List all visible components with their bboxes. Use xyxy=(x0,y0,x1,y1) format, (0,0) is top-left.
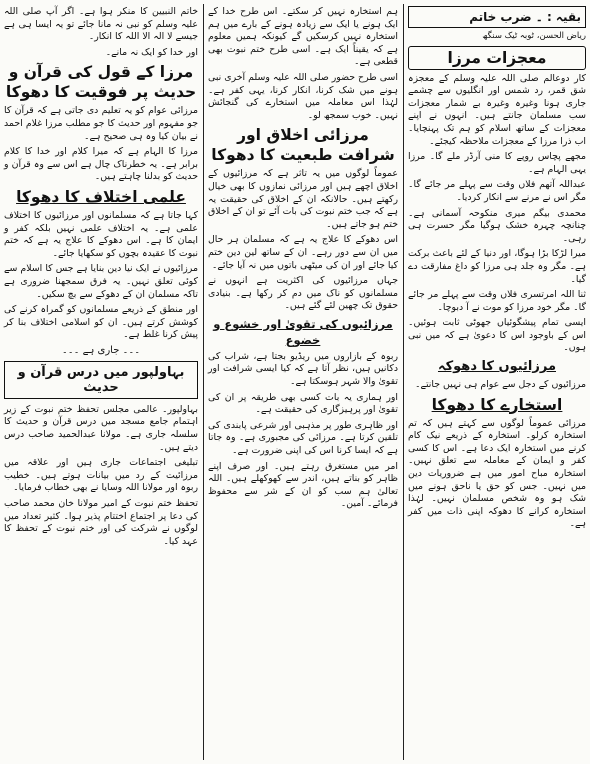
paragraph: جہاں مرزائیوں کی اکثریت ہے انہوں نے مسلمانوں کو ناک میں دم کر رکھا ہے۔ بنیادی حقوق تک چھین لئے گئے ہیں۔ xyxy=(208,275,398,312)
prophecy-item: میرا لڑکا بڑا ہوگا، اور دنیا کے لئے باعث برکت ہے۔ مگر وہ جلد ہی مرزا کو داغ مفارقت دے گیا۔ xyxy=(408,248,586,285)
paragraph: ایسی تمام پیشگوئیاں جھوٹی ثابت ہوئیں۔ اس کے باوجود اس کا دعویٰ ہے کہ میں نبی ہوں۔ xyxy=(408,317,586,354)
paragraph: امر میں مستغرق رہتے ہیں۔ اور صرف اپنے ظاہر کو بناتے ہیں، اندر سے کھوکھلے ہیں۔ اللہ تعالیٰ ہم سب کو ان کے شر سے محفوظ فرمائے۔ آمین۔ xyxy=(208,460,398,510)
paragraph: مرزا کا الہام ہے کہ میرا کلام اور خدا کا کلام برابر ہے۔ یہ خطرناک چال ہے اس سے وہ قرآن و حدیث کو بدلنا چاہتے ہیں۔ xyxy=(4,146,198,183)
news-banner-bahawalpur: بہاولپور میں درس قرآن و حدیث xyxy=(4,361,198,399)
byline: ریاض الحسن، ٹوبہ ٹیک سنگھ xyxy=(482,31,586,41)
heading-mirzai-deception: مرزائیوں کا دھوکہ xyxy=(437,359,556,375)
continued-marker: ۔۔۔ جاری ہے ۔۔۔ xyxy=(61,344,141,356)
paragraph: کار دوعالم صلی اللہ علیہ وسلم کے معجزہ شق قمر، رد شمس اور انگلیوں سے چشمے جاری ہونا وغیرہ وغیرہ بے شمار معجزات سب مسلمان جانتے ہیں۔ انہوں نے اپنے معجزات کے ساتھ اسلام کو ہم تک پہنچایا۔ اب ذرا مرزا کے معجزات ملاحظہ کیجئے۔ xyxy=(408,72,586,147)
heading-mirza-over-quran: مرزا کے قول کی قرآن و حدیث پر فوقیت کا دھوکا xyxy=(5,63,197,102)
paragraph: اسی طرح حضور صلی اللہ علیہ وسلم آخری نبی ہونے میں شک کرنا، انکار کرنا، یہی کفر ہے۔ لہٰذا اس معاملہ میں استخارے کی گنجائش نہیں۔ خوب سمجھ لو۔ xyxy=(208,71,398,121)
paragraph: اور ہماری یہ بات کسی بھی طریقہ پر ان کی تقویٰ اور پرہیزگاری کی حقیقت ہے۔ xyxy=(208,391,398,416)
prophecy-item: عبداللہ آتھم فلاں وقت سے پہلے مر جائے گا۔ مگر اس نے مرنے سے انکار کردیا۔ xyxy=(408,179,586,203)
prophecy-item: محمدی بیگم میری منکوحہ آسمانی ہے۔ چنانچہ چہرہ خشک ہوگیا مگر حسرت ہی رہی۔ xyxy=(408,207,586,244)
heading-mirzai-piety: مرزائیوں کی تقویٰ اور خشوع و خضوع xyxy=(213,316,393,347)
paragraph: تبلیغی اجتماعات جاری ہیں اور علاقہ میں مرزائیت کے رد میں بیانات ہوتے ہیں۔ خطیب ربوہ اور مولانا اللہ وسایا نے بھی خطاب فرمایا۔ xyxy=(4,457,198,494)
paragraph: ہم استخارہ نہیں کر سکتے۔ اس طرح خدا کے ایک ہونے یا ایک سے زیادہ ہونے کے بارے میں ہم استخارہ نہیں کرسکیں گے کیونکہ ہمیں معلوم ہے کہ یقیناً ایک ہے۔ اسی طرح ختم نبوت بھی قطعی ہے۔ xyxy=(208,6,398,68)
heading-miracles-of-mirza: معجزات مرزا xyxy=(408,46,586,70)
paragraph: ربوہ کے بازاروں میں ریڈیو بجتا ہے، شراب کی دکانیں ہیں، نظر آتا ہے کہ کیا ایسی شرافت اور تقویٰ والا شہر ہوسکتا ہے۔ xyxy=(208,350,398,388)
paragraph: اور ظاہری طور پر مذہبی اور شرعی پابندی کی تلقین کرتا ہے۔ مرزائی کی مجبوری ہے۔ وہ جاتا ہے کہ ایسا کرنا اس کی اپنی ضرورت ہے۔ xyxy=(208,419,398,457)
paragraph: اور منطق کے ذریعے مسلمانوں کو گمراہ کرنے کی کوشش کرتے ہیں۔ ان کو اسلامی اختلاف بنا کر پیش کرنا غلط ہے۔ xyxy=(4,304,198,341)
paragraph: مرزائی عموماً لوگوں سے کہتے ہیں کہ تم استخارہ کرلو۔ استخارہ کے ذریعے نیک کام کرنے میں استخارہ ایک دعا ہے۔ اس کا کسی کفر و ایمان کے معاملہ سے تعلق نہیں۔ استخارہ مباح امور میں ہے ضروریات دین میں نہیں۔ جس کو حق یا ناحق ہونے میں شک ہو وہ شخص مسلمان نہیں۔ لہٰذا استخارہ کرانے کا دھوکہ اپنی ذات میں کفر ہے۔ xyxy=(408,417,586,530)
column-right xyxy=(404,0,590,764)
paragraph: مرزائیوں نے ایک نیا دین بنایا ہے جس کا اسلام سے کوئی تعلق نہیں۔ یہ فرق سمجھنا ضروری ہے تاکہ مسلمان ان کے دھوکے سے بچ سکیں۔ xyxy=(4,263,198,300)
paragraph: عموماً لوگوں میں یہ تاثر ہے کہ مرزائیوں کے اخلاق اچھے ہیں اور مرزائی نمازوں کا بھی خیال رکھتے ہیں۔ حالانکہ ان کے اخلاق کی حقیقت یہ ہے کہ جب ختم نبوت کی بات آئے تو ان کے اخلاق ختم ہو جاتے ہیں۔ xyxy=(208,168,398,230)
paragraph: اور خدا کو ایک نہ مانے۔ xyxy=(105,46,198,58)
paragraph: کہا جاتا ہے کہ مسلمانوں اور مرزائیوں کا اختلاف علمی ہے۔ یہ اختلاف علمی نہیں بلکہ کفر و ایمان کا ہے۔ اس دھوکے کا علاج یہ ہے کہ ختم نبوت کا عقیدہ بچوں کو سکھایا جائے۔ xyxy=(4,209,198,259)
paragraph: مرزائیوں کے دجل سے عوام ہی نہیں جانتے۔ xyxy=(414,379,586,391)
paragraph: بہاولپور۔ عالمی مجلس تحفظ ختم نبوت کے زیر اہتمام جامع مسجد میں درس قرآن و حدیث کا سلسلہ جاری ہے۔ مولانا عبدالحمید صاحب درس دیتے ہیں۔ xyxy=(4,403,198,453)
column-middle xyxy=(204,0,402,764)
column-divider xyxy=(203,4,204,760)
continuation-banner: بقیہ : ۔ ضرب خاتم xyxy=(408,6,586,28)
paragraph: تحفظ ختم نبوت کے امیر مولانا خان محمد صاحب کی دعا پر اجتماع اختتام پذیر ہوا۔ کثیر تعداد میں لوگوں نے شرکت کی اور ختم نبوت کے تحفظ کا عہد کیا۔ xyxy=(4,498,198,547)
prophecy-item: ثنا اللہ امرتسری فلاں وقت سے پہلے مر جائے گا۔ مگر خود مرزا کو موت نے آ دبوچا۔ xyxy=(408,289,586,313)
prophecy-item: مجھے پچاس روپے کا منی آرڈر ملے گا۔ مرزا یہی الہام ہے۔ xyxy=(408,151,586,175)
column-divider xyxy=(403,4,404,760)
heading-istikhara-deception: استخارے کا دھوکا xyxy=(431,395,563,414)
paragraph: مرزائی عوام کو یہ تعلیم دی جاتی ہے کہ قرآن کا جو مفہوم اور حدیث کا جو مطلب مرزا غلام احمد نے بیان کیا وہ ہی صحیح ہے۔ xyxy=(4,105,198,142)
column-left xyxy=(0,0,202,764)
paragraph: اس دھوکے کا علاج یہ ہے کہ مسلمان ہر حال میں ان سے دور رہے۔ ان کے ساتھ لین دین ختم کیا جائے اور ان کی میٹھی باتوں میں نہ آیا جائے۔ xyxy=(208,234,398,271)
paragraph: خاتم النبیین کا منکر ہوا ہے۔ اگر آپ صلی اللہ علیہ وسلم کو نبی نہ مانا جائے تو یہ ایسا ہی ہے جیسے لا الہ الا اللہ کا انکار۔ xyxy=(4,6,198,43)
heading-mirzai-manners: مرزائی اخلاق اور شرافت طبعیت کا دھوکا xyxy=(211,126,395,165)
heading-scholarly-difference: علمی اختلاف کا دھوکا xyxy=(16,187,186,206)
